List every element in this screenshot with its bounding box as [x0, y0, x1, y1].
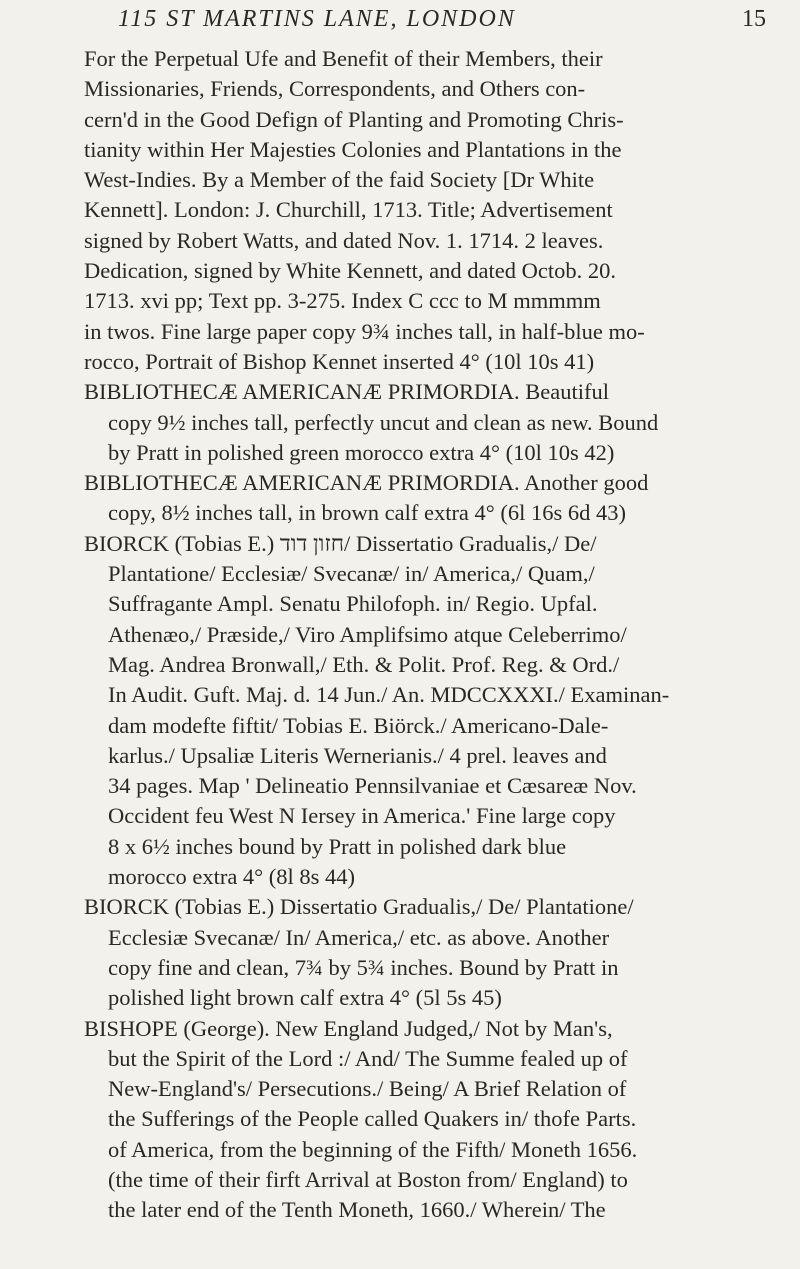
- entry-line: BIBLIOTHECÆ AMERICANÆ PRIMORDIA. Another good: [84, 470, 649, 496]
- entry-line: karlus./ Upsaliæ Literis Wernerianis./ 4 prel. leaves and: [108, 742, 607, 768]
- entry-line: BIBLIOTHECÆ AMERICANÆ PRIMORDIA. Beautiful: [84, 379, 610, 405]
- running-title: 115 ST MARTINS LANE, LONDON: [118, 6, 516, 32]
- catalogue-entry: [84, 468, 784, 529]
- entry-line: New-England's/ Persecutions./ Being/ A Brief Relation of: [108, 1076, 627, 1102]
- entry-line: of America, from the beginning of the Fifth/ Moneth 1656.: [108, 1136, 638, 1162]
- entry-line: For the Perpetual Ufe and Benefit of their Members, their: [84, 46, 603, 71]
- entry-line: tianity within Her Majesties Colonies and Plantations in the: [84, 136, 622, 162]
- catalogue-entry: [84, 529, 784, 893]
- entry-line: the Sufferings of the People called Quakers in/ thofe Parts.: [108, 1106, 637, 1132]
- entry-line: Ecclesiæ Svecanæ/ In/ America,/ etc. as above. Another: [108, 924, 610, 950]
- entry-line: dam modefte fiftit/ Tobias E. Biörck./ Americano-Dale-: [108, 712, 609, 738]
- entry-line: Occident feu West N Iersey in America.' Fine large copy: [108, 803, 616, 829]
- entry-line: Athenæo,/ Præside,/ Viro Amplifsimo atque Celeberrimo/: [108, 621, 627, 647]
- entry-line: in twos. Fine large paper copy 9¾ inches tall, in half-blue mo-: [84, 318, 645, 344]
- entry-continuation: [84, 44, 784, 377]
- entry-line: Dedication, signed by White Kennett, and dated Octob. 20.: [84, 258, 616, 284]
- running-header: [0, 4, 800, 38]
- entry-line: signed by Robert Watts, and dated Nov. 1. 1714. 2 leaves.: [84, 227, 604, 253]
- entry-line: by Pratt in polished green morocco extra 4° (10l 10s 42): [108, 439, 615, 465]
- entry-line: the later end of the Tenth Moneth, 1660./ Wherein/ The: [108, 1197, 606, 1223]
- entry-line: morocco extra 4° (8l 8s 44): [108, 864, 356, 890]
- entry-line: copy 9½ inches tall, perfectly uncut and clean as new. Bound: [108, 409, 659, 435]
- entry-line: West-Indies. By a Member of the faid Society [Dr White: [84, 167, 595, 193]
- entry-line: polished light brown calf extra 4° (5l 5s 45): [108, 985, 502, 1011]
- entry-line: rocco, Portrait of Bishop Kennet inserted 4° (10l 10s 41): [84, 348, 595, 374]
- entry-line: 1713. xvi pp; Text pp. 3-275. Index C ccc to M mmmmm: [84, 288, 601, 314]
- entry-line: BISHOPE (George). New England Judged,/ Not by Man's,: [84, 1015, 613, 1041]
- entry-line: 34 pages. Map ' Delineatio Pennsilvaniae et Cæsareæ Nov.: [108, 773, 637, 799]
- entry-line: cern'd in the Good Defign of Planting and Promoting Chris-: [84, 106, 624, 132]
- entry-line: In Audit. Guft. Maj. d. 14 Jun./ An. MDCCXXXI./ Examinan-: [108, 682, 670, 708]
- entry-line: Suffragante Ampl. Senatu Philofoph. in/ Regio. Upfal.: [108, 591, 598, 617]
- entry-line: 8 x 6½ inches bound by Pratt in polished dark blue: [108, 833, 567, 859]
- entry-line: Missionaries, Friends, Correspondents, and Others con-: [84, 76, 586, 102]
- page-number: 15: [742, 6, 766, 32]
- entry-line: BIORCK (Tobias E.) חזון דוד/ Dissertatio Gradualis,/ De/: [84, 530, 597, 556]
- catalogue-entry: [84, 892, 784, 1013]
- entry-line: Plantatione/ Ecclesiæ/ Svecanæ/ in/ America,/ Quam,/: [108, 561, 595, 587]
- entry-line: Kennett]. London: J. Churchill, 1713. Title; Advertisement: [84, 197, 613, 223]
- entry-line: but the Spirit of the Lord :/ And/ The Summe fealed up of: [108, 1045, 628, 1071]
- entry-line: Mag. Andrea Bronwall,/ Eth. & Polit. Prof. Reg. & Ord./: [108, 651, 620, 677]
- catalogue-text: [84, 44, 784, 1226]
- entry-line: copy fine and clean, 7¾ by 5¾ inches. Bound by Pratt in: [108, 954, 619, 980]
- entry-line: (the time of their firft Arrival at Boston from/ England) to: [108, 1166, 628, 1192]
- entry-line: copy, 8½ inches tall, in brown calf extra 4° (6l 16s 6d 43): [108, 500, 627, 526]
- entry-line: BIORCK (Tobias E.) Dissertatio Gradualis,/ De/ Plantatione/: [84, 894, 634, 920]
- catalogue-entry: [84, 1014, 784, 1226]
- catalogue-entry: [84, 377, 784, 468]
